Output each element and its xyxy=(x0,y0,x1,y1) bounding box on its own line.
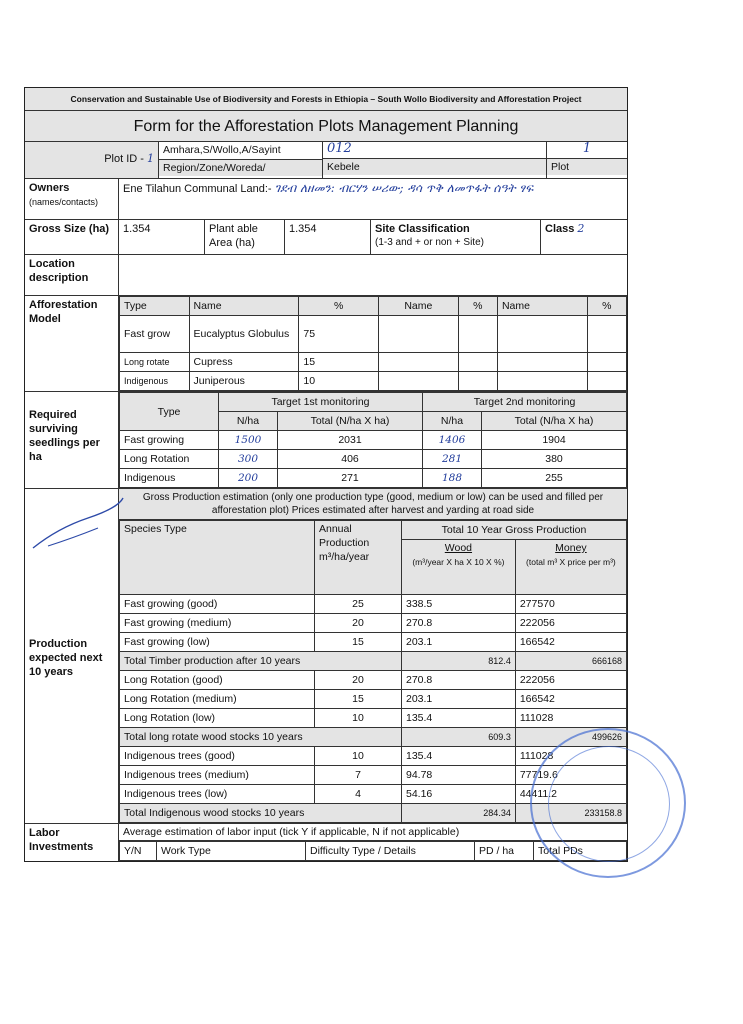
model-row xyxy=(120,372,627,391)
plot-id-cell xyxy=(25,142,159,178)
seedlings-n2: 281 xyxy=(423,450,482,469)
production-type: Fast growing (good) xyxy=(120,595,315,614)
production-total-wood: 284.34 xyxy=(402,804,516,823)
production-money: 111028 xyxy=(515,709,626,728)
labor-col-pd: PD / ha xyxy=(475,842,534,861)
production-type: Fast growing (medium) xyxy=(120,614,315,633)
model-type: Indigenous xyxy=(120,372,190,391)
production-money: 111028 xyxy=(515,747,626,766)
production-type: Indigenous trees (good) xyxy=(120,747,315,766)
model-pct: 15 xyxy=(299,353,379,372)
plot-id-label: Plot ID - xyxy=(104,153,144,165)
production-row xyxy=(120,614,627,633)
plot-id-value: 1 xyxy=(147,152,154,165)
seedlings-t1: 271 xyxy=(278,469,423,488)
production-row xyxy=(120,671,627,690)
production-annual: 25 xyxy=(315,595,402,614)
kebele-value: 012 xyxy=(323,142,546,159)
production-row xyxy=(120,709,627,728)
production-type: Long Rotation (medium) xyxy=(120,690,315,709)
seedlings-table-cell xyxy=(119,392,627,488)
species-header: Species Type xyxy=(120,521,315,595)
production-money: 44411.2 xyxy=(515,785,626,804)
production-label: Production expected next 10 years xyxy=(25,489,119,823)
model-pct: 75 xyxy=(299,316,379,353)
annual-header: Annual Production m³/ha/year xyxy=(315,521,402,595)
project-header: Conservation and Sustainable Use of Biodiversity and Forests in Ethiopia – South Wollo Biodiversity and Afforestation Project xyxy=(25,88,627,110)
model-table xyxy=(119,296,627,391)
production-annual: 7 xyxy=(315,766,402,785)
model-table-cell xyxy=(119,296,627,391)
site-sub: (1-3 and + or non + Site) xyxy=(375,237,484,248)
production-total-money: 666168 xyxy=(515,652,626,671)
model-name: Cupress xyxy=(189,353,299,372)
plantable-label: Plant able Area (ha) xyxy=(205,220,285,254)
model-header-name: Name xyxy=(379,297,459,316)
labor-col-work: Work Type xyxy=(157,842,306,861)
money-sub: (total m³ X price per m³) xyxy=(526,557,616,567)
money-header: Money xyxy=(555,542,587,554)
production-type: Indigenous trees (low) xyxy=(120,785,315,804)
owners-sublabel: (names/contacts) xyxy=(29,197,99,207)
production-total-money: 233158.8 xyxy=(515,804,626,823)
seedlings-type: Long Rotation xyxy=(120,450,219,469)
model-row xyxy=(120,316,627,353)
production-type: Long Rotation (low) xyxy=(120,709,315,728)
model-name: Juniperous xyxy=(189,372,299,391)
seedlings-row xyxy=(120,450,627,469)
production-annual: 10 xyxy=(315,709,402,728)
model-row xyxy=(120,353,627,372)
target1-header: Target 1st monitoring xyxy=(219,393,423,412)
nha-header: N/ha xyxy=(423,412,482,431)
seedlings-n1: 300 xyxy=(219,450,278,469)
wood-sub: (m³/year X ha X 10 X %) xyxy=(412,557,505,567)
labor-col-total: Total PDs xyxy=(534,842,627,861)
production-annual: 20 xyxy=(315,614,402,633)
official-stamp-icon xyxy=(530,728,686,878)
wood-header-cell xyxy=(402,540,516,595)
production-total-label: Total long rotate wood stocks 10 years xyxy=(120,728,402,747)
nha-header: N/ha xyxy=(219,412,278,431)
site-cell xyxy=(371,220,541,254)
production-money: 222056 xyxy=(515,614,626,633)
production-wood: 203.1 xyxy=(402,633,516,652)
kebele-cell xyxy=(323,142,547,178)
region-value: Amhara,S/Wollo,A/Sayint xyxy=(159,142,322,160)
owners-value-cell xyxy=(119,179,627,219)
production-annual: 10 xyxy=(315,747,402,766)
production-total-label: Total Timber production after 10 years xyxy=(120,652,402,671)
location-label: Location description xyxy=(25,255,119,295)
plot-cell xyxy=(547,142,627,178)
seedlings-type-header: Type xyxy=(120,393,219,431)
total-header: Total (N/ha X ha) xyxy=(482,412,627,431)
model-pct: 10 xyxy=(299,372,379,391)
production-money: 166542 xyxy=(515,633,626,652)
production-wood: 270.8 xyxy=(402,614,516,633)
labor-note: Average estimation of labor input (tick Y if applicable, N if not applicable) xyxy=(119,824,627,841)
production-money: 77719.6 xyxy=(515,766,626,785)
production-annual: 15 xyxy=(315,633,402,652)
model-header-name: Name xyxy=(497,297,587,316)
production-money: 277570 xyxy=(515,595,626,614)
seedlings-t2: 380 xyxy=(482,450,627,469)
seedlings-n2: 1406 xyxy=(423,431,482,450)
form-title: Form for the Afforestation Plots Management Planning xyxy=(25,111,627,141)
production-annual: 20 xyxy=(315,671,402,690)
model-label: Afforestation Model xyxy=(25,296,119,391)
class-cell xyxy=(541,220,627,254)
model-header-pct: % xyxy=(458,297,497,316)
owners-handwritten: ገደብ ለዘመን: ብርሃን ሠሪው; ዳሳ ጥቅ ለመጥፋት ሰዓት ፃፍ xyxy=(274,181,534,195)
production-total-wood: 812.4 xyxy=(402,652,516,671)
model-name: Eucalyptus Globulus xyxy=(189,316,299,353)
production-row xyxy=(120,690,627,709)
production-wood: 338.5 xyxy=(402,595,516,614)
seedlings-row xyxy=(120,431,627,450)
model-type: Long rotate xyxy=(120,353,190,372)
gross-value: 1.354 xyxy=(119,220,205,254)
production-row xyxy=(120,633,627,652)
production-row xyxy=(120,595,627,614)
production-total-row xyxy=(120,652,627,671)
production-wood: 203.1 xyxy=(402,690,516,709)
seedlings-table xyxy=(119,392,627,488)
plot-value: 1 xyxy=(547,142,627,159)
region-label: Region/Zone/Woreda/ xyxy=(159,160,322,176)
region-cell xyxy=(159,142,323,178)
production-total-money: 499626 xyxy=(515,728,626,747)
seedlings-n1: 1500 xyxy=(219,431,278,450)
owners-label-cell xyxy=(25,179,119,219)
total-header: Total (N/ha X ha) xyxy=(278,412,423,431)
seedlings-type: Fast growing xyxy=(120,431,219,450)
class-value: 2 xyxy=(577,222,585,235)
seedlings-n1: 200 xyxy=(219,469,278,488)
owners-label: Owners xyxy=(29,182,70,194)
total10-header: Total 10 Year Gross Production xyxy=(402,521,627,540)
production-total-label: Total Indigenous wood stocks 10 years xyxy=(120,804,402,823)
production-money: 222056 xyxy=(515,671,626,690)
seedlings-label: Required surviving seedlings per ha xyxy=(25,392,119,488)
target2-header: Target 2nd monitoring xyxy=(423,393,627,412)
seedlings-type: Indigenous xyxy=(120,469,219,488)
production-annual: 15 xyxy=(315,690,402,709)
seedlings-t2: 255 xyxy=(482,469,627,488)
seedlings-n2: 188 xyxy=(423,469,482,488)
class-label: Class xyxy=(545,223,575,235)
labor-col-difficulty: Difficulty Type / Details xyxy=(306,842,475,861)
production-wood: 54.16 xyxy=(402,785,516,804)
production-wood: 135.4 xyxy=(402,747,516,766)
kebele-label: Kebele xyxy=(323,159,546,175)
afforestation-form xyxy=(24,87,628,862)
labor-col-yn: Y/N xyxy=(120,842,157,861)
model-header-type: Type xyxy=(120,297,190,316)
owners-value: Ene Tilahun Communal Land:- xyxy=(123,183,272,195)
seedlings-row xyxy=(120,469,627,488)
seedlings-t1: 406 xyxy=(278,450,423,469)
site-label: Site Classification xyxy=(375,223,470,235)
production-type: Indigenous trees (medium) xyxy=(120,766,315,785)
production-total-row xyxy=(120,728,627,747)
production-note: Gross Production estimation (only one production type (good, medium or low) can be used and filled per afforestation plot) Prices estimated after harvest and yarding at road side xyxy=(119,489,627,520)
model-header-name: Name xyxy=(189,297,299,316)
wood-header: Wood xyxy=(444,542,473,554)
production-wood: 94.78 xyxy=(402,766,516,785)
production-total-wood: 609.3 xyxy=(402,728,516,747)
seedlings-t1: 2031 xyxy=(278,431,423,450)
location-value xyxy=(119,255,627,295)
seedlings-t2: 1904 xyxy=(482,431,627,450)
model-header-pct: % xyxy=(587,297,626,316)
production-money: 166542 xyxy=(515,690,626,709)
labor-label: Labor Investments xyxy=(25,824,119,861)
gross-label: Gross Size (ha) xyxy=(25,220,119,254)
production-wood: 135.4 xyxy=(402,709,516,728)
model-header-pct: % xyxy=(299,297,379,316)
model-type: Fast grow xyxy=(120,316,190,353)
production-type: Long Rotation (good) xyxy=(120,671,315,690)
plot-label: Plot xyxy=(547,159,627,175)
production-type: Fast growing (low) xyxy=(120,633,315,652)
production-annual: 4 xyxy=(315,785,402,804)
pen-scribble-icon xyxy=(28,488,128,558)
plantable-value: 1.354 xyxy=(285,220,371,254)
production-wood: 270.8 xyxy=(402,671,516,690)
money-header-cell xyxy=(515,540,626,595)
